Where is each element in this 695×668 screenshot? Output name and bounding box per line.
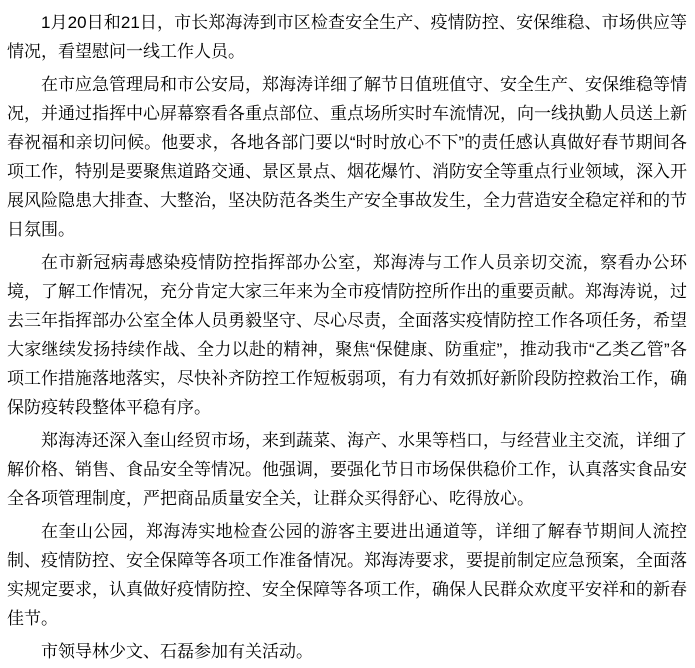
paragraph-intro: 1月20日和21日，市长郑海涛到市区检查安全生产、疫情防控、安保维稳、市场供应等情况，看望慰问一线工作人员。 [7,13,687,61]
paragraph-park-visit: 在奎山公园，郑海涛实地检查公园的游客主要进出通道等，详细了解春节期间人流控制、疫情防控、安全保障等各项工作准备情况。郑海涛要求，要提前制定应急预案，全面落实规定要求，认真做好疫情防控、安全保障等各项工作，确保人民群众欢度平安祥和的新春佳节。 [7,522,687,628]
paragraph-emergency-bureau: 在市应急管理局和市公安局，郑海涛详细了解节日值班值守、安全生产、安保维稳等情况，并通过指挥中心屏幕察看各重点部位、重点场所实时车流情况，向一线执勤人员送上新春祝福和亲切问候。他要求，各地各部门要以“时时放心不下”的责任感认真做好春节期间各项工作，特别是要聚焦道路交通、景区景点、烟花爆竹、消防安全等重点行业领域，深入开展风险隐患大排查、大整治，坚决防范各类生产安全事故发生，全力营造安全稳定祥和的节日氛围。 [7,75,687,239]
paragraph-leaders: 市领导林少文、石磊参加有关活动。 [41,642,313,661]
paragraph-epidemic-office: 在市新冠病毒感染疫情防控指挥部办公室，郑海涛与工作人员亲切交流，察看办公环境，了解工作情况，充分肯定大家三年来为全市疫情防控所作出的重要贡献。郑海涛说，过去三年指挥部办公室全体人员勇毅坚守、尽心尽责，全面落实疫情防控工作各项任务，希望大家继续发扬持续作战、全力以赴的精神，聚焦“保健康、防重症”，推动我市“乙类乙管”各项工作措施落地落实，尽快补齐防控工作短板弱项，有力有效抓好新阶段防控救治工作，确保防疫转段整体平稳有序。 [7,253,687,417]
paragraph-market-visit: 郑海涛还深入奎山经贸市场，来到蔬菜、海产、水果等档口，与经营业主交流，详细了解价格、销售、食品安全等情况。他强调，要强化节日市场保供稳价工作，认真落实食品安全各项管理制度，严把商品质量安全关，让群众买得舒心、吃得放心。 [7,431,687,508]
